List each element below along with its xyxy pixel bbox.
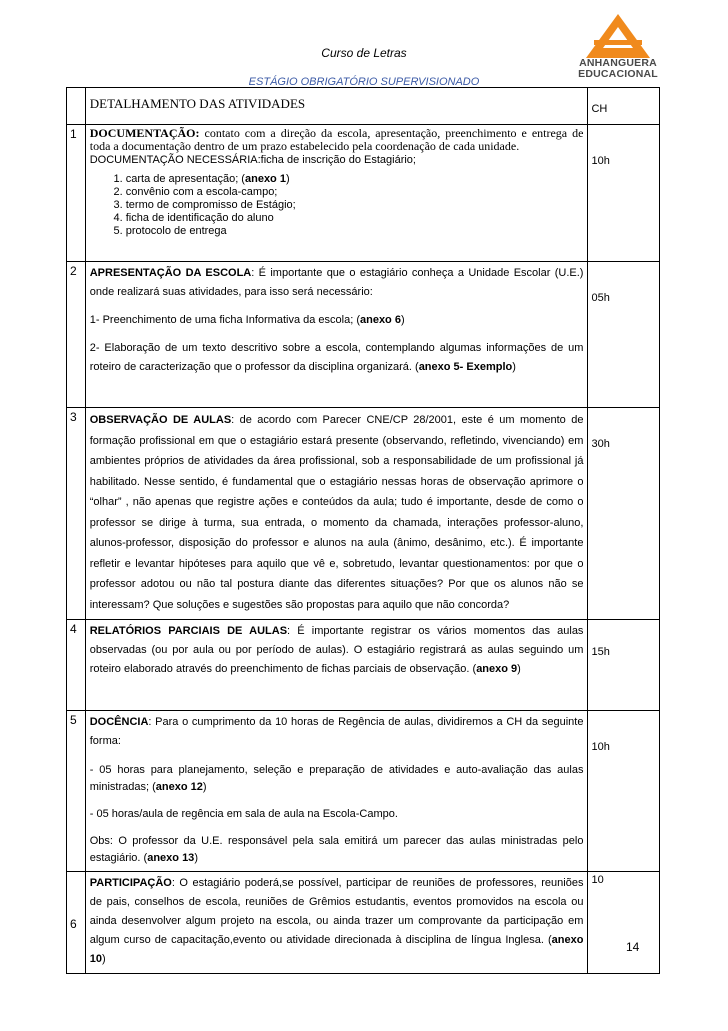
list-item: 1. carta de apresentação; (anexo 1): [126, 173, 584, 186]
details-header: DETALHAMENTO DAS ATIVIDADES: [89, 95, 306, 111]
row-ch: 30h: [588, 408, 660, 620]
logo-text-line1: ANHANGUERA: [579, 57, 657, 69]
row-number: 1: [67, 125, 86, 262]
document-list: [90, 173, 584, 238]
row-text: : O estagiário poderá,se possível, participar de reuniões de professores, reuniões de pais, conselhos de escola, reuniões de Grêmios estudantis, eventos promovidos na escola ou ainda desenvolver algum projeto na escola, ou ainda trazer um comprovante da participação em algum curso de capacitação,evento ou atividade direcionada à disciplina de língua Inglesa. (: [89, 877, 584, 946]
row-ch: 10: [588, 872, 660, 974]
row-ch: 15h: [588, 620, 660, 711]
list-item: 2. convênio com a escola-campo;: [126, 186, 584, 199]
page-number: 14: [626, 940, 640, 954]
row-number: 2: [67, 262, 86, 408]
row-description: DOCÊNCIA: Para o cumprimento da 10 horas de Regência de aulas, dividiremos a CH da seguinte forma: - 05 horas para planejamento, seleção e preparação de atividades e auto-avaliação das aulas ministradas; (anexo 12) - 05 horas/aula de regência em sala de aula na Escola-Campo. Obs: O professor da U.E. responsável pela sala emitirá um parecer das aulas ministradas pelo estagiário. (anexo 13): [85, 711, 588, 872]
list-item: 3. termo de compromisso de Estágio;: [126, 199, 584, 212]
row-description: RELATÓRIOS PARCIAIS DE AULAS: É importante registrar os vários momentos das aulas observadas (ou por aula ou por período de aulas). O estagiário registrará as aulas seguindo um roteiro elaborado através do preenchimento de fichas parciais de observação. (anexo 9): [85, 620, 588, 711]
ch-header: CH: [591, 103, 608, 115]
table-row: [67, 620, 660, 711]
row-number: 3: [67, 408, 86, 620]
course-title: Curso de Letras: [321, 46, 407, 60]
table-row: [67, 872, 660, 974]
row-title: DOCÊNCIA: [89, 716, 149, 728]
logo-text-line2: EDUCACIONAL: [578, 68, 658, 80]
logo-triangle-icon: [586, 14, 650, 58]
table-row: [67, 711, 660, 872]
activities-table: [66, 87, 660, 974]
row-number: 5: [67, 711, 86, 872]
row-title: PARTICIPAÇÃO: [89, 877, 172, 889]
row-ch: 05h: [588, 262, 660, 408]
required-docs-text: DOCUMENTAÇÃO NECESSÁRIA:ficha de inscrição do Estagiário;: [89, 154, 416, 166]
row-text: contato com a direção da escola, apresentação, preenchimento e entrega de toda a documentação dentro de um prazo estabelecido pela coordenação de cada unidade.: [89, 126, 584, 153]
table-header-row: [67, 88, 660, 125]
row-title: OBSERVAÇÃO DE AULAS: [89, 414, 232, 426]
row-description: PARTICIPAÇÃO: O estagiário poderá,se possível, participar de reuniões de professores, reuniões de pais, conselhos de escola, reuniões de Grêmios estudantis, eventos promovidos na escola ou ainda desenvolver algum projeto na escola, ou ainda trazer um comprovante da participação em algum curso de capacitação,evento ou atividade direcionada à disciplina de língua Inglesa. (anexo 10): [85, 872, 588, 974]
row-title: APRESENTAÇÃO DA ESCOLA: [89, 267, 252, 279]
row-title: DOCUMENTAÇÃO:: [89, 126, 200, 140]
list-item: 4. ficha de identificação do aluno: [126, 212, 584, 225]
row-ch: 10h: [588, 711, 660, 872]
row-description: APRESENTAÇÃO DA ESCOLA: É importante que o estagiário conheça a Unidade Escolar (U.E.) onde realizará suas atividades, para isso será necessário: 1- Preenchimento de uma ficha Informativa da escola; (anexo 6) 2- Elaboração de um texto descritivo sobre a escola, contemplando algumas informações de um roteiro de caracterização que o professor da disciplina organizará. (anexo 5- Exemplo): [85, 262, 588, 408]
row-description: [85, 125, 588, 262]
list-item: 5. protocolo de entrega: [126, 225, 584, 238]
anhanguera-logo: [578, 14, 658, 80]
row-description: [85, 408, 588, 620]
table-row: [67, 408, 660, 620]
row-ch: 10h: [588, 125, 660, 262]
header-ch-cell: [588, 88, 660, 125]
header-num-cell: [67, 88, 86, 125]
row-text: : Para o cumprimento da 10 horas de Regência de aulas, dividiremos a CH da seguinte forma:: [89, 716, 584, 747]
table-row: [67, 262, 660, 408]
row-text: : É importante registrar os vários momentos das aulas observadas (ou por aula ou por período de aulas). O estagiário registrará as aulas seguindo um roteiro elaborado através do preenchimento de fichas parciais de observação. (: [89, 625, 584, 675]
row-text: : de acordo com Parecer CNE/CP 28/2001, este é um momento de formação profissional em que o estagiário estará presente (observando, refletindo, vivenciando) em ambientes próprios de atividades da área profissional, sob a responsabilidade de um profissional já habilitado. Nesse sentido, é fundamental que o estagiário nessas horas de observação aprimore o “olhar” , não apenas que registre ações e conteúdos da aula; tudo é importante, desde de como o professor se dirige à turma, sua entrada, o momento da chamada, interações professor-aluno, alunos-professor, disposição do professor e alunos na aula (ânimo, desânimo, etc.). É importante refletir e levantar hipóteses para aquilo que vê e, sobretudo, levantar questionamentos: por que o professor adotou ou não tal postura diante das diferentes situações? Por que os alunos não se interessam? Que soluções e sugestões são propostas para aquilo que não concorda?: [89, 414, 584, 611]
row-number: 6: [67, 872, 86, 974]
row-number: 4: [67, 620, 86, 711]
document-subtitle: ESTÁGIO OBRIGATÓRIO SUPERVISIONADO: [248, 76, 480, 88]
row-text: : É importante que o estagiário conheça a Unidade Escolar (U.E.) onde realizará suas atividades, para isso será necessário:: [89, 267, 584, 298]
header-title-cell: [85, 88, 588, 125]
row-title: RELATÓRIOS PARCIAIS DE AULAS: [89, 625, 288, 637]
table-row: [67, 125, 660, 262]
